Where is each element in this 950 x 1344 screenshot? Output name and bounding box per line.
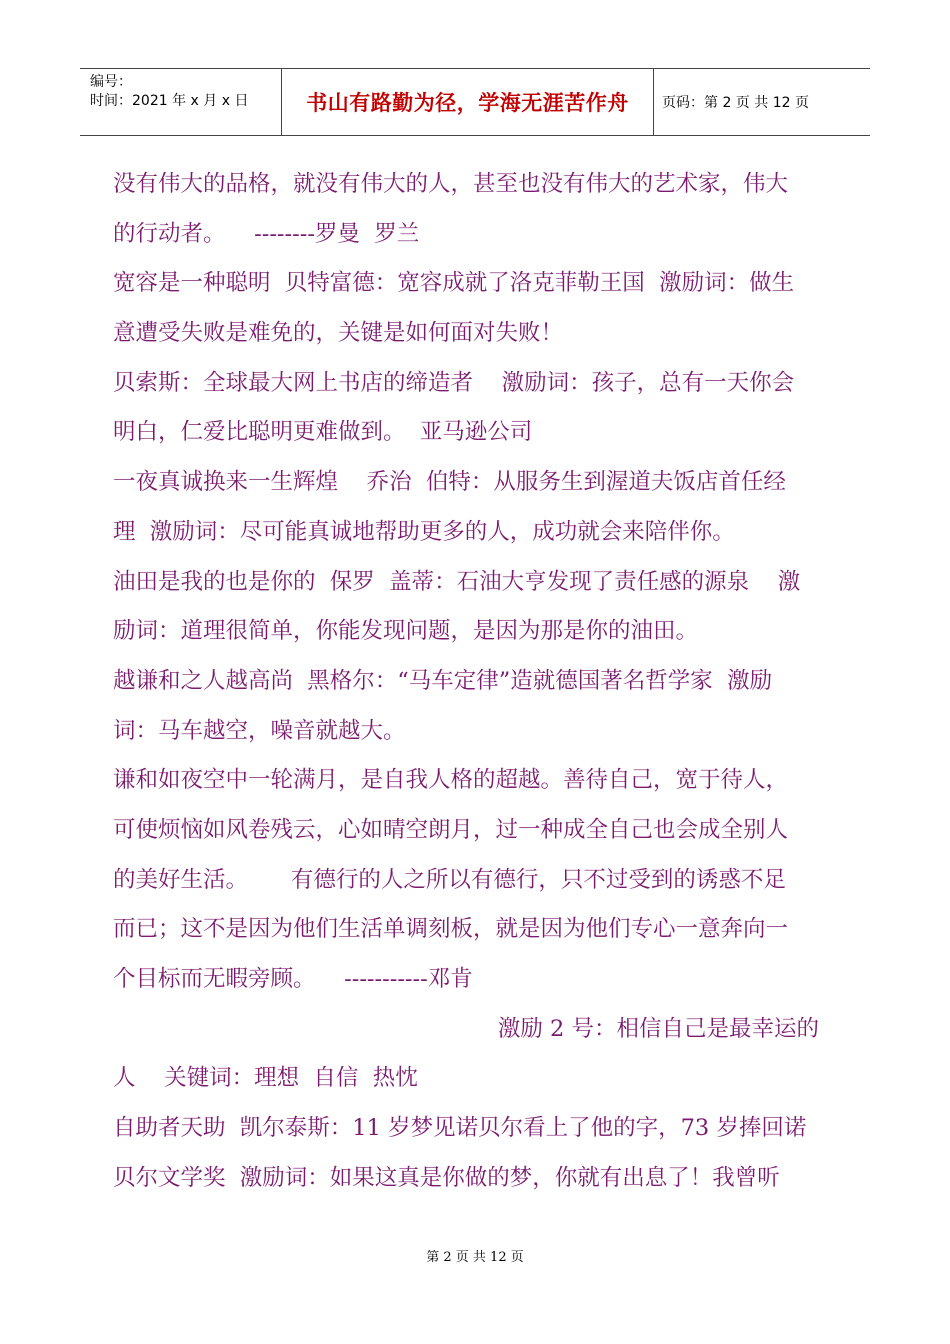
body-line: 宽容是一种聪明 贝特富德：宽容成就了洛克菲勒王国 激励词：做生 xyxy=(113,270,795,297)
body-line: 人 关键词：理想 自信 热忱 xyxy=(113,1065,418,1092)
number-label: 编号： xyxy=(90,74,132,90)
page-footer: 第 2 页 共 12 页 xyxy=(426,1250,524,1265)
header-meta xyxy=(80,69,282,135)
body-line: 词：马车越空，噪音就越大。 xyxy=(113,717,406,744)
body-line: 意遭受失败是难免的，关键是如何面对失败！ xyxy=(113,320,564,347)
page-header xyxy=(80,68,870,136)
body-line: 个目标而无暇旁顾。 -----------邓肯 xyxy=(113,966,473,992)
body-line: 一夜真诚换来一生辉煌 乔治 伯特：从服务生到渥道夫饭店首任经 xyxy=(113,469,786,496)
body-line: 自助者天助 凯尔泰斯：11 岁梦见诺贝尔看上了他的字，73 岁捧回诺 xyxy=(113,1115,807,1142)
body-line: 而已；这不是因为他们生活单调刻板，就是因为他们专心一意奔向一 xyxy=(113,916,789,943)
header-motto: 书山有路勤为径，学海无涯苦作舟 xyxy=(282,69,654,135)
header-page-info: 页码：第 2 页 共 12 页 xyxy=(662,95,809,111)
body-line: 越谦和之人越高尚 黑格尔：“马车定律”造就德国著名哲学家 激励 xyxy=(113,667,773,694)
body-line: 油田是我的也是你的 保罗 盖蒂：石油大亨发现了责任感的源泉 激 xyxy=(113,568,801,595)
body-line: 的美好生活。 有德行的人之所以有德行，只不过受到的诱惑不足 xyxy=(113,866,786,893)
section-heading-line: 激励 2 号：相信自己是最幸运的 xyxy=(497,1015,819,1042)
body-line: 的行动者。 --------罗曼 罗兰 xyxy=(113,220,420,247)
body-line: 谦和如夜空中一轮满月，是自我人格的超越。善待自己，宽于待人， xyxy=(113,767,789,794)
body-line: 贝索斯：全球最大网上书店的缔造者 激励词：孩子，总有一天你会 xyxy=(113,369,795,396)
document-body xyxy=(113,160,837,1203)
body-line: 没有伟大的品格，就没有伟大的人，甚至也没有伟大的艺术家，伟大 xyxy=(113,171,789,197)
body-line: 励词：道理很简单，你能发现问题，是因为那是你的油田。 xyxy=(113,618,699,645)
body-line: 贝尔文学奖 激励词：如果这真是你做的梦，你就有出息了！我曾听 xyxy=(113,1164,780,1191)
body-line: 明白，仁爱比聪明更难做到。 亚马逊公司 xyxy=(113,419,533,446)
time-label: 时间：2021 年 x 月 x 日 xyxy=(90,93,249,109)
body-line: 理 激励词：尽可能真诚地帮助更多的人，成功就会来陪伴你。 xyxy=(113,518,735,545)
body-line: 可使烦恼如风卷残云，心如晴空朗月，过一种成全自己也会成全别人 xyxy=(113,816,789,843)
